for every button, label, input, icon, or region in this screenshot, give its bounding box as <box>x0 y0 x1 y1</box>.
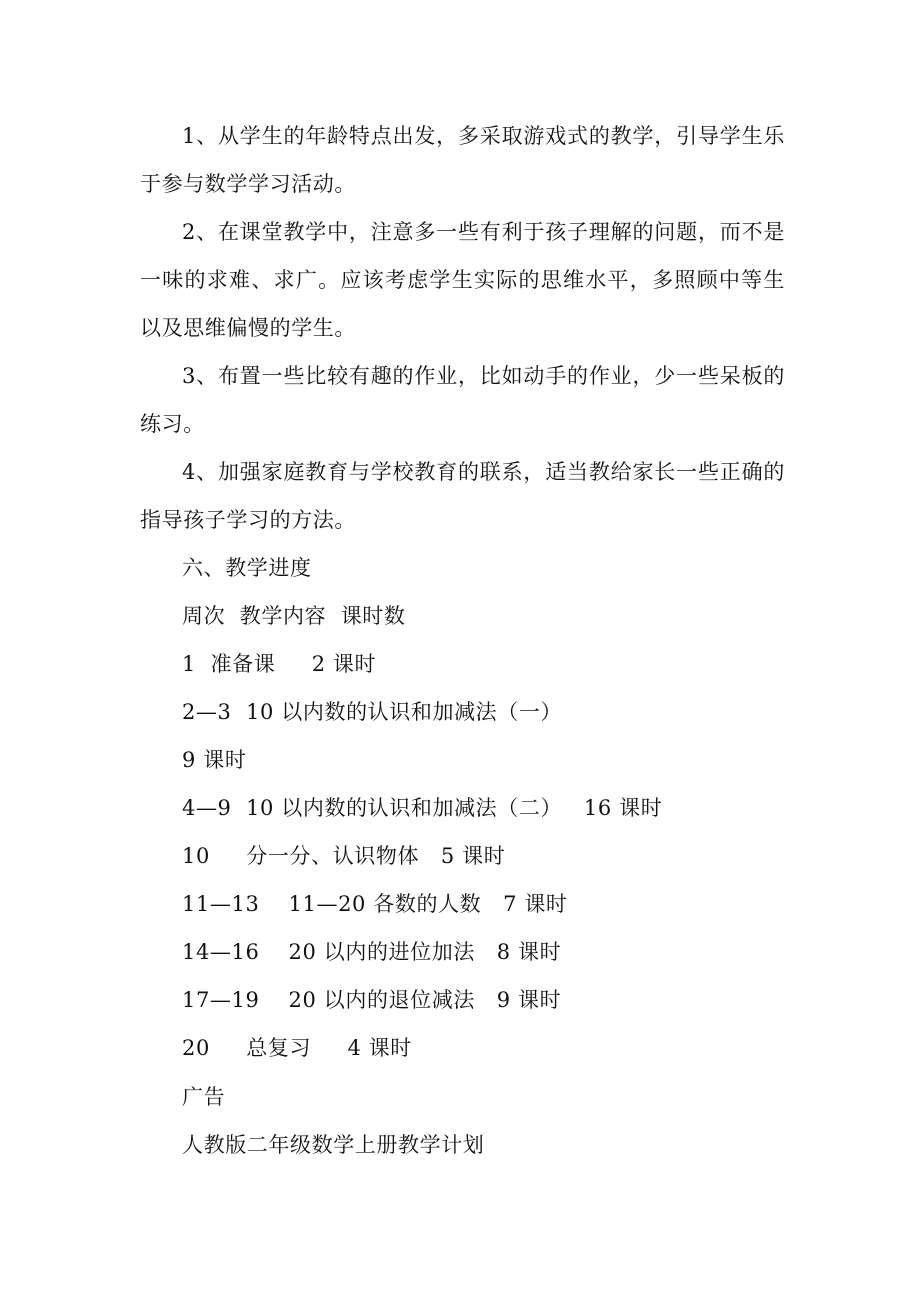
schedule-row: 17—19 20 以内的退位减法 9 课时 <box>182 988 562 1012</box>
schedule-row: 9 课时 <box>182 748 247 772</box>
schedule-row: 1 准备课 2 课时 <box>182 652 377 676</box>
next-article-title[interactable]: 人教版二年级数学上册教学计划 <box>182 1133 485 1157</box>
paragraph-2: 2、在课堂教学中，注意多一些有利于孩子理解的问题，而不是一味的求难、求广。应该考虑学生实际的思维水平，多照顾中等生以及思维偏慢的学生。 <box>140 220 785 340</box>
schedule-row: 10 分一分、认识物体 5 课时 <box>182 844 506 868</box>
paragraph-4: 4、加强家庭教育与学校教育的联系，适当教给家长一些正确的指导孩子学习的方法。 <box>140 460 785 532</box>
ad-label[interactable]: 广告 <box>182 1085 226 1109</box>
schedule-header: 周次 教学内容 课时数 <box>182 604 406 628</box>
schedule-row: 11—13 11—20 各数的人数 7 课时 <box>182 892 568 916</box>
paragraph-3: 3、布置一些比较有趣的作业，比如动手的作业，少一些呆板的练习。 <box>140 364 785 436</box>
schedule-row: 14—16 20 以内的进位加法 8 课时 <box>182 940 562 964</box>
paragraph-1: 1、从学生的年龄特点出发，多采取游戏式的教学，引导学生乐于参与数学学习活动。 <box>140 124 785 196</box>
schedule-row: 20 总复习 4 课时 <box>182 1036 412 1060</box>
schedule-row: 4—9 10 以内数的认识和加减法（二） 16 课时 <box>182 796 663 820</box>
schedule-row: 2—3 10 以内数的认识和加减法（一） <box>182 700 563 724</box>
section-heading: 六、教学进度 <box>182 556 312 580</box>
